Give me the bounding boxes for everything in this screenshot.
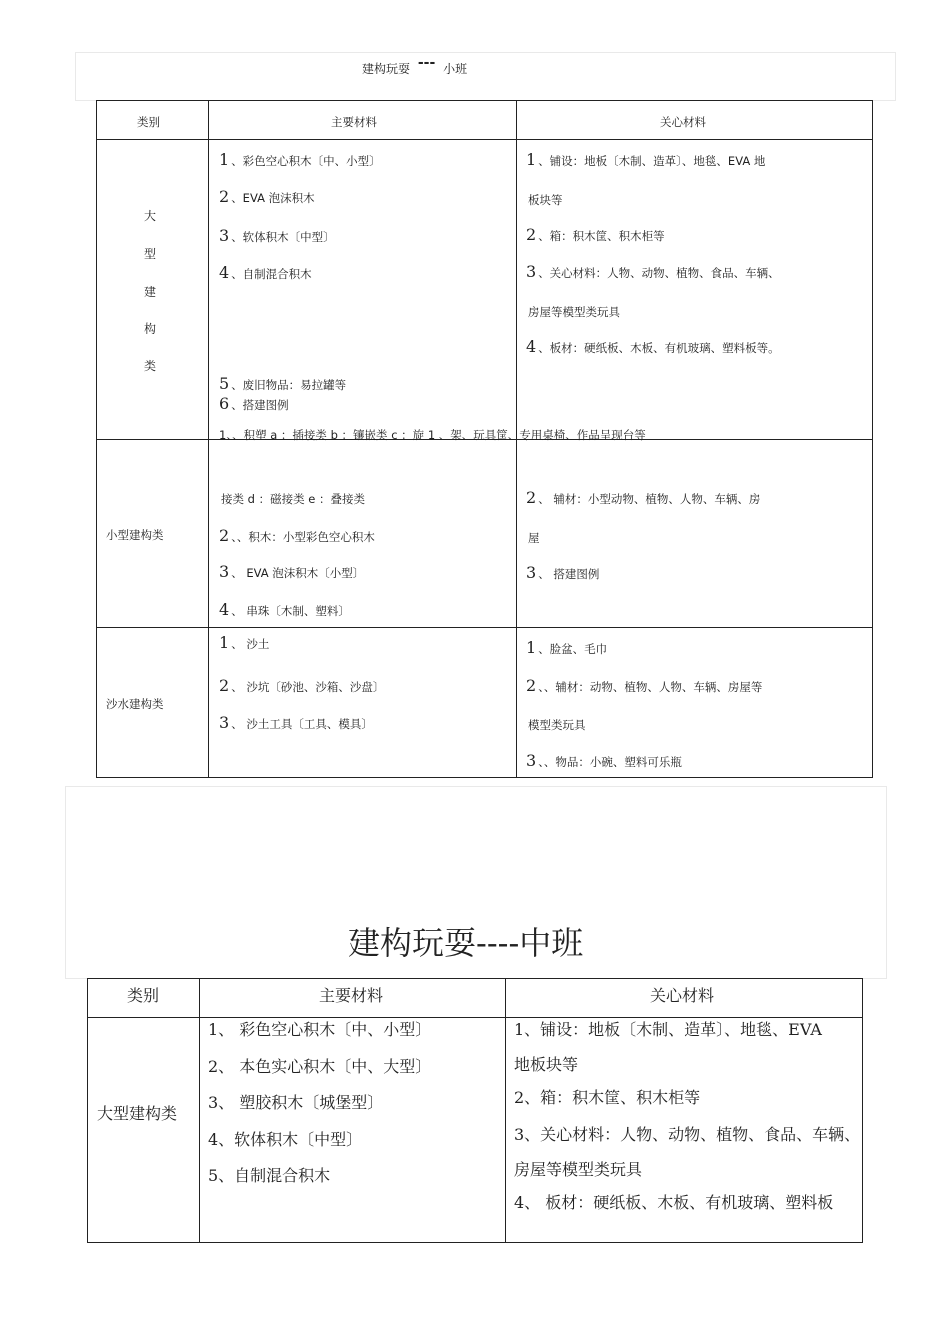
list-item: 板块等 [528, 193, 563, 207]
header-main-materials: 主要材料 [331, 115, 377, 129]
list-item: 4 、自制混合积木 [219, 263, 312, 282]
list-item: 3 、关心材料：人物、动物、植物、食品、车辆、 [526, 262, 780, 281]
list-item: 1 、铺设：地板〔木制、造革〕、地毯、EVA 地 [526, 150, 766, 169]
list-item: 1、铺设：地板〔木制、造革〕、地毯、EVA [514, 1020, 822, 1039]
list-item: 2 、 辅材：小型动物、植物、人物、车辆、房 [526, 488, 761, 507]
category-large-char: 型 [144, 247, 157, 261]
list-item: 2 、 沙坑〔砂池、沙箱、沙盘〕 [219, 676, 385, 695]
list-item: 1 、脸盆、毛巾 [526, 638, 608, 657]
small-class-title-left: 建构玩耍 [362, 62, 411, 76]
list-item: 1、 彩色空心积木〔中、小型〕 [208, 1020, 432, 1039]
category-large-char: 构 [144, 322, 157, 336]
list-item: 2 、、积木：小型彩色空心积木 [219, 526, 375, 545]
list-item: 5、自制混合积木 [208, 1166, 331, 1185]
list-item: 2 、箱：积木筐、积木柜等 [526, 225, 665, 244]
list-item: 房屋等模型类玩具 [514, 1160, 643, 1179]
small-class-header-box [75, 52, 896, 101]
table-cell [87, 1017, 200, 1243]
list-item: 4 、 串珠〔木制、塑料〕 [219, 600, 350, 619]
list-item: 屋 [528, 531, 540, 545]
category-large: 大型建构类 [97, 1104, 178, 1123]
category-sand: 沙水建构类 [106, 697, 164, 711]
list-item: 接类 d ：磁接类 e ：叠接类 [221, 492, 365, 506]
list-item: 4 、板材：硬纸板、木板、有机玻璃、塑料板等。 [526, 337, 780, 356]
list-item: 2 、、辅材：动物、植物、人物、车辆、房屋等 [526, 676, 763, 695]
list-item: 2 、EVA 泡沫积木 [219, 187, 315, 206]
small-class-title [362, 55, 468, 77]
header-category: 类别 [137, 115, 160, 129]
list-item: 1 、 沙土 [219, 633, 270, 652]
header-support-materials: 关心材料 [660, 115, 706, 129]
list-item: 4、 板材：硬纸板、木板、有机玻璃、塑料板 [514, 1193, 834, 1212]
category-small: 小型建构类 [106, 528, 164, 542]
list-item: 房屋等模型类玩具 [528, 305, 620, 319]
list-item: 4、软体积木〔中型〕 [208, 1130, 363, 1149]
middle-class-title: 建构玩耍----中班 [348, 924, 584, 962]
list-item: 6 、搭建图例 [219, 394, 289, 413]
list-item: 地板块等 [514, 1055, 579, 1074]
list-item: 3、 塑胶积木〔城堡型〕 [208, 1093, 384, 1112]
list-item: 模型类玩具 [528, 718, 586, 732]
list-item: 2、箱：积木筐、积木柜等 [514, 1088, 701, 1107]
header-category: 类别 [127, 986, 160, 1005]
category-large-char: 建 [144, 285, 157, 299]
table-cell [516, 439, 873, 628]
small-class-title-dash: --- [417, 55, 436, 71]
list-item: 1 、彩色空心积木〔中、小型〕 [219, 150, 381, 169]
overflow-line: 1、、积塑 a ：插接类 b ：镶嵌类 c ：旋 1 、架、玩具筐、专用桌椅、作品呈现台等 [219, 428, 646, 442]
list-item: 3、关心材料：人物、动物、植物、食品、车辆、 [514, 1125, 861, 1144]
category-large-char: 大 [144, 209, 157, 223]
header-support-materials: 关心材料 [650, 986, 715, 1005]
list-item: 2、 本色实心积木〔中、大型〕 [208, 1057, 432, 1076]
list-item: 5 、废旧物品：易拉罐等 [219, 374, 347, 393]
list-item: 3 、 沙土工具〔工具、模具〕 [219, 713, 373, 732]
category-large-char: 类 [144, 359, 157, 373]
list-item: 3 、 搭建图例 [526, 563, 600, 582]
header-main-materials: 主要材料 [319, 986, 384, 1005]
small-class-title-right: 小班 [443, 62, 468, 76]
list-item: 3 、软体积木〔中型〕 [219, 226, 335, 245]
list-item: 3 、、物品：小碗、塑料可乐瓶 [526, 751, 682, 770]
list-item: 3 、 EVA 泡沫积木〔小型〕 [219, 562, 365, 581]
table-cell [516, 139, 873, 440]
